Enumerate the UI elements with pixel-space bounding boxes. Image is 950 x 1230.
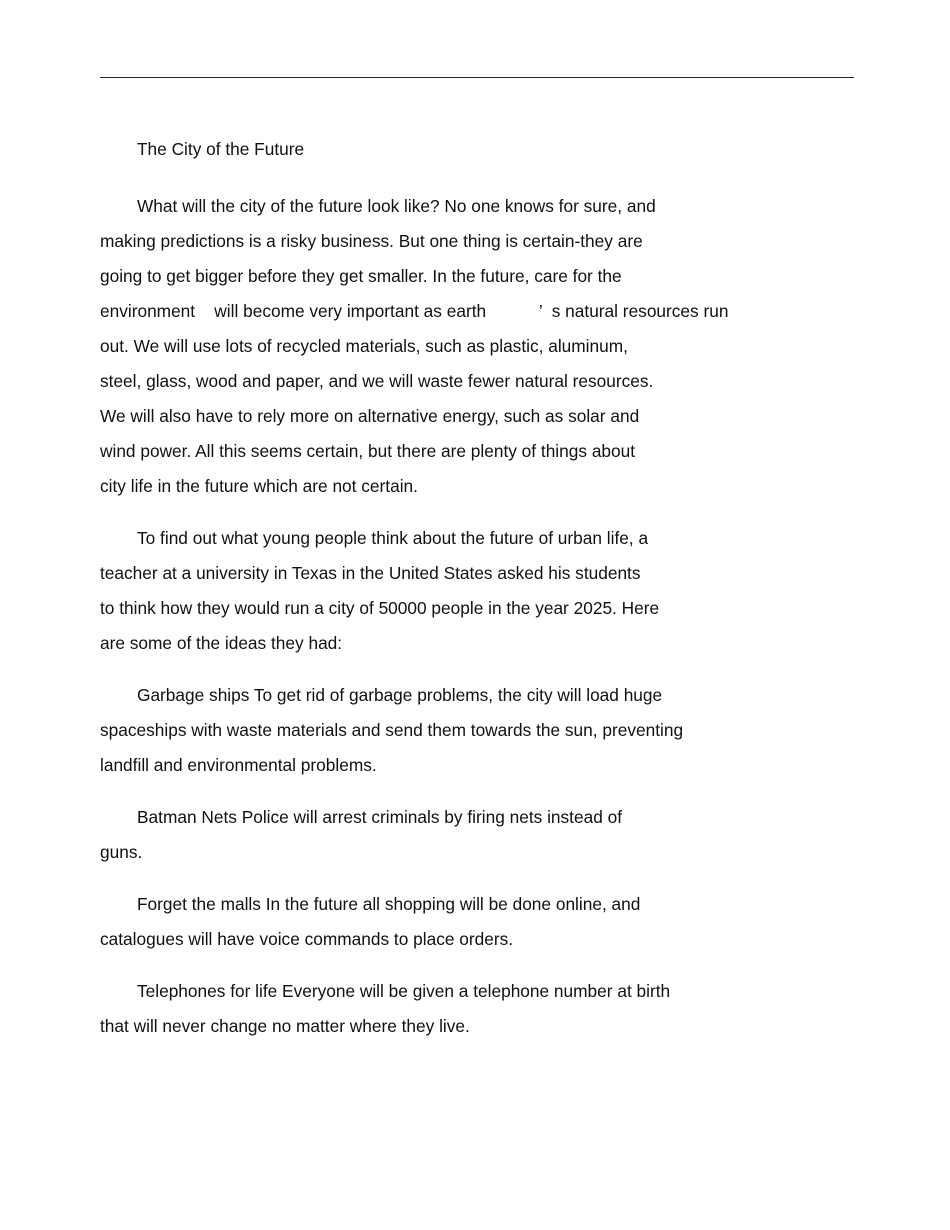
header-rule <box>100 77 854 78</box>
paragraph-line: What will the city of the future look like? No one knows for sure, and <box>137 196 656 216</box>
document-body <box>100 130 840 1061</box>
paragraph-line: Telephones for life Everyone will be given a telephone number at birth <box>137 981 671 1001</box>
paragraph-garbage-ships <box>100 678 840 783</box>
paragraph-line: making predictions is a risky business. But one thing is certain-they are <box>100 231 643 251</box>
paragraph-line: Batman Nets Police will arrest criminals by firing nets instead of <box>137 807 623 827</box>
paragraph-line: guns. <box>100 842 143 862</box>
paragraph-intro <box>100 189 840 504</box>
paragraph-line: out. We will use lots of recycled materials, such as plastic, aluminum, <box>100 336 628 356</box>
paragraph-line: steel, glass, wood and paper, and we will waste fewer natural resources. <box>100 371 654 391</box>
paragraph-line: to think how they would run a city of 50000 people in the year 2025. Here <box>100 598 660 618</box>
paragraph-line: We will also have to rely more on alternative energy, such as solar and <box>100 406 640 426</box>
paragraph-forget-malls <box>100 887 840 957</box>
paragraph-line: Garbage ships To get rid of garbage problems, the city will load huge <box>137 685 663 705</box>
paragraph-line: spaceships with waste materials and send them towards the sun, preventing <box>100 720 684 740</box>
paragraph-line: going to get bigger before they get smaller. In the future, care for the <box>100 266 622 286</box>
document-title: The City of the Future <box>137 139 305 159</box>
paragraph-line: landfill and environmental problems. <box>100 755 377 775</box>
paragraph-line: that will never change no matter where they live. <box>100 1016 470 1036</box>
paragraph-survey <box>100 521 840 661</box>
paragraph-line: Forget the malls In the future all shopping will be done online, and <box>137 894 641 914</box>
paragraph-line: teacher at a university in Texas in the United States asked his students <box>100 563 641 583</box>
paragraph-line: environment will become very important as earth ’ s natural resources run <box>100 301 729 321</box>
paragraph-line: are some of the ideas they had: <box>100 633 343 653</box>
paragraph-telephones <box>100 974 840 1044</box>
paragraph-line: To find out what young people think about the future of urban life, a <box>137 528 649 548</box>
paragraph-batman-nets <box>100 800 840 870</box>
paragraph-line: city life in the future which are not certain. <box>100 476 418 496</box>
paragraph-line: wind power. All this seems certain, but there are plenty of things about <box>100 441 636 461</box>
paragraph-line: catalogues will have voice commands to place orders. <box>100 929 514 949</box>
